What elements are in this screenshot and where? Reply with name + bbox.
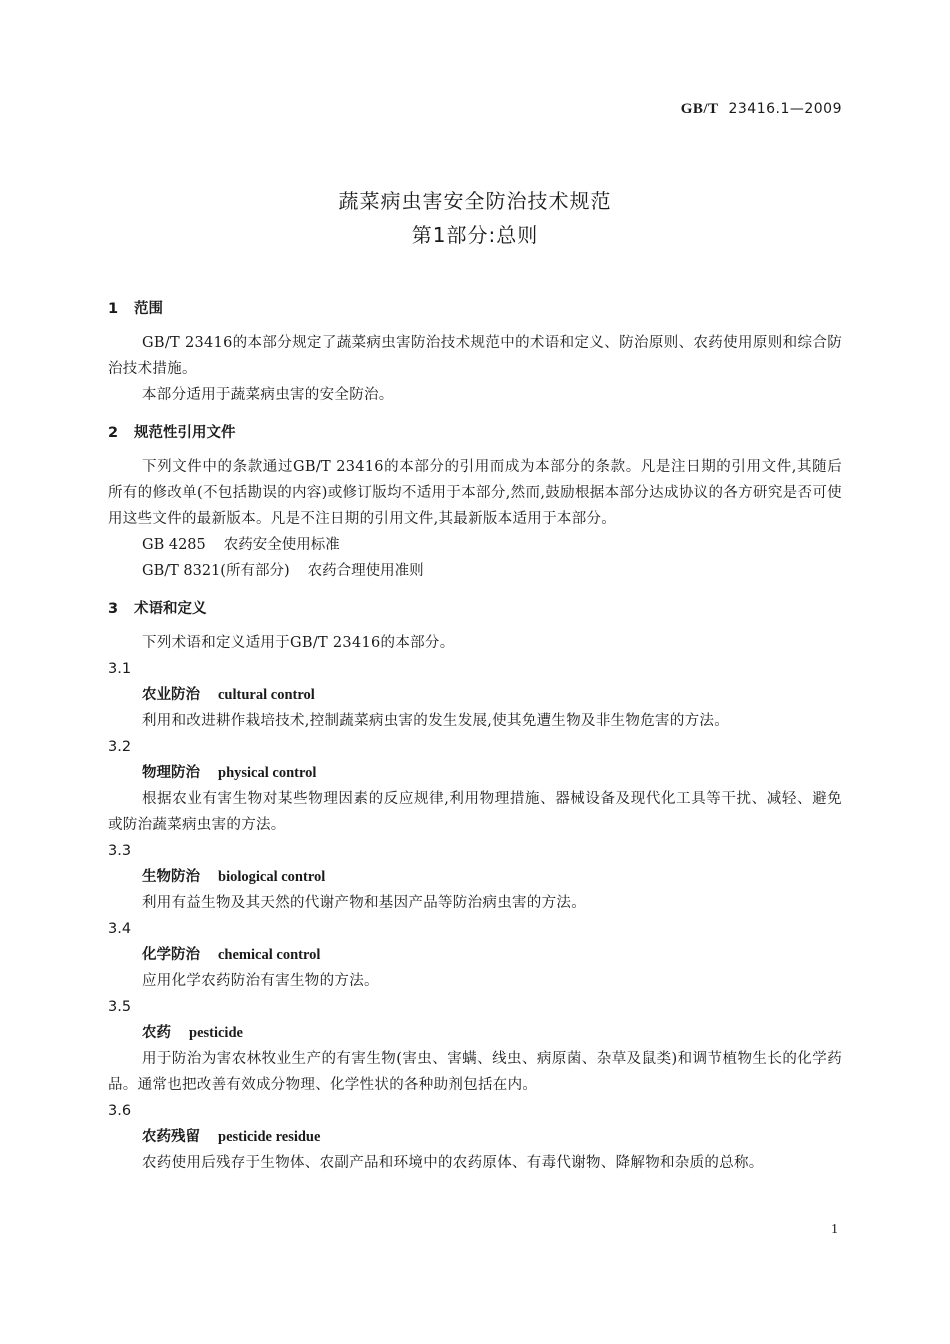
- term-entry: [108, 1020, 842, 1046]
- section-number: 1: [108, 301, 119, 317]
- standard-code: [681, 101, 842, 118]
- document-body: [108, 296, 842, 1176]
- reference-code: GB 4285: [142, 537, 206, 553]
- term-definition: 应用化学农药防治有害生物的方法。: [142, 973, 379, 989]
- term-definition: 农药使用后残存于生物体、农副产品和环境中的农药原体、有毒代谢物、降解物和杂质的总称。: [142, 1155, 764, 1171]
- term-number: 3.1: [108, 661, 132, 677]
- section-title: 规范性引用文件: [134, 425, 236, 441]
- section-title: 范围: [134, 301, 163, 317]
- term-zh: 生物防治: [142, 869, 200, 885]
- term-zh: 物理防治: [142, 765, 200, 781]
- term-zh: 化学防治: [142, 947, 200, 963]
- term-en: biological control: [218, 869, 326, 885]
- section-heading-1: [108, 296, 842, 322]
- section-heading-3: [108, 596, 842, 622]
- document-subtitle: 第1部分:总则: [411, 223, 539, 247]
- term-entry: [108, 1124, 842, 1150]
- term-definition: 根据农业有害生物对某些物理因素的反应规律,利用物理措施、器械设备及现代化工具等干扰、减轻、避免或防治蔬菜病虫害的方法。: [108, 791, 842, 833]
- normative-reference: [108, 532, 842, 558]
- term-definition: 用于防治为害农林牧业生产的有害生物(害虫、害螨、线虫、病原菌、杂草及鼠类)和调节植物生长的化学药品。通常也把改善有效成分物理、化学性状的各种助剂包括在内。: [108, 1051, 842, 1093]
- term-number: 3.3: [108, 843, 132, 859]
- page-number: 1: [831, 1222, 838, 1237]
- term-zh: 农药残留: [142, 1129, 200, 1145]
- standard-code-number: 23416.1—2009: [728, 101, 842, 117]
- term-number: 3.2: [108, 739, 132, 755]
- term-number: 3.6: [108, 1103, 132, 1119]
- term-zh: 农药: [142, 1025, 171, 1041]
- term-entry: [108, 864, 842, 890]
- document-title: 蔬菜病虫害安全防治技术规范: [338, 189, 612, 213]
- paragraph: GB/T 23416的本部分规定了蔬菜病虫害防治技术规范中的术语和定义、防治原则、农药使用原则和综合防治技术措施。: [108, 335, 842, 377]
- section-number: 2: [108, 425, 119, 441]
- term-number: 3.4: [108, 921, 132, 937]
- reference-code: GB/T 8321(所有部分): [142, 563, 290, 579]
- term-en: physical control: [218, 765, 317, 781]
- section-number: 3: [108, 601, 119, 617]
- term-en: pesticide residue: [218, 1129, 321, 1145]
- term-entry: [108, 760, 842, 786]
- section-title: 术语和定义: [134, 601, 207, 617]
- section-heading-2: [108, 420, 842, 446]
- term-definition: 利用有益生物及其天然的代谢产物和基因产品等防治病虫害的方法。: [142, 895, 586, 911]
- normative-reference: [108, 558, 842, 584]
- term-zh: 农业防治: [142, 687, 200, 703]
- reference-title: 农药合理使用准则: [307, 563, 424, 579]
- paragraph: 下列术语和定义适用于GB/T 23416的本部分。: [142, 635, 455, 651]
- paragraph: 本部分适用于蔬菜病虫害的安全防治。: [142, 387, 394, 403]
- term-en: cultural control: [218, 687, 315, 703]
- term-definition: 利用和改进耕作栽培技术,控制蔬菜病虫害的发生发展,使其免遭生物及非生物危害的方法。: [142, 713, 730, 729]
- standard-code-prefix: GB/T: [680, 101, 719, 117]
- reference-title: 农药安全使用标准: [223, 537, 340, 553]
- term-en: pesticide: [189, 1025, 243, 1041]
- paragraph: 下列文件中的条款通过GB/T 23416的本部分的引用而成为本部分的条款。凡是注日期的引用文件,其随后所有的修改单(不包括勘误的内容)或修订版均不适用于本部分,然而,鼓励根据本部分达成协议的各方研究是否可使用这些文件的最新版本。凡是不注日期的引用文件,其最新版本适用于本部分。: [108, 459, 842, 527]
- term-en: chemical control: [218, 947, 321, 963]
- term-number: 3.5: [108, 999, 132, 1015]
- term-entry: [108, 942, 842, 968]
- term-entry: [108, 682, 842, 708]
